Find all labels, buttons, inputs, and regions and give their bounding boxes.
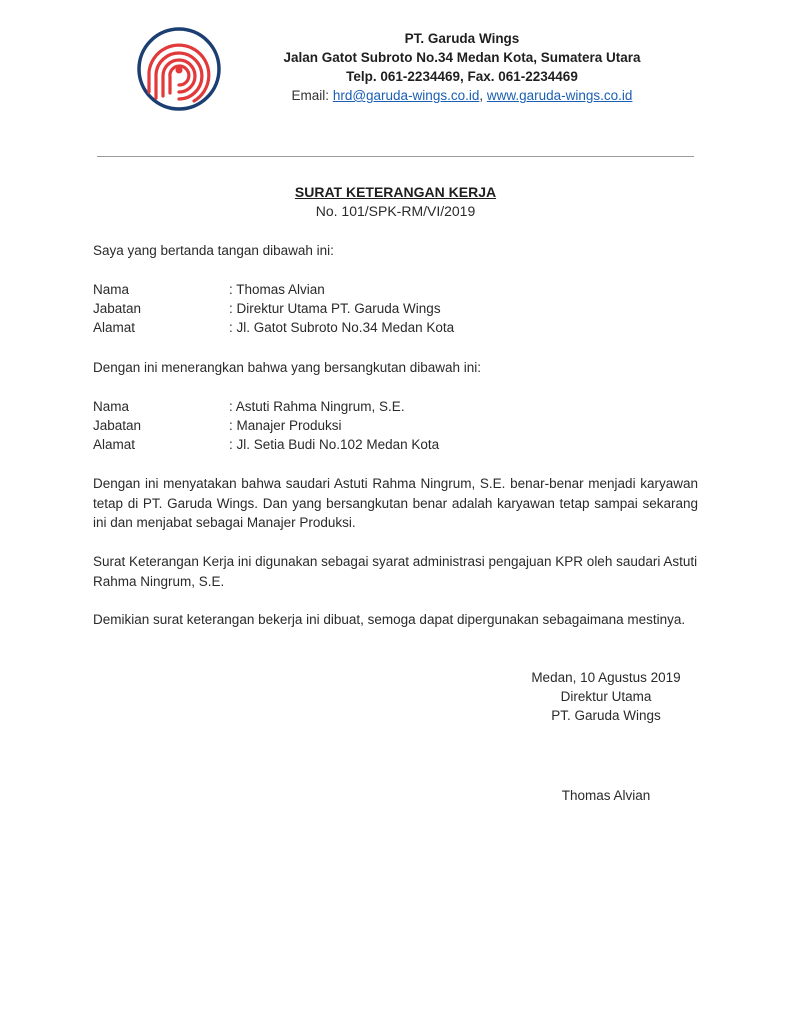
signature-position: Direktur Utama (560, 689, 652, 704)
email-label: Email: (291, 88, 333, 103)
company-contact (232, 86, 692, 105)
company-address: Jalan Gatot Subroto No.34 Medan Kota, Sumatera Utara (283, 50, 641, 65)
closing-paragraph: Demikian surat keterangan bekerja ini dibuat, semoga dapat dipergunakan sebagaimana mestinya. (93, 612, 686, 627)
contact-separator: , (479, 88, 487, 103)
company-phone-fax: Telp. 061-2234469, Fax. 061-2234469 (346, 69, 578, 84)
letterhead-divider (97, 156, 694, 157)
field-label: Alamat (93, 437, 136, 452)
field-label: Jabatan (93, 418, 142, 433)
field-label: Jabatan (93, 301, 142, 316)
field-label: Nama (93, 282, 130, 297)
letterhead (232, 29, 692, 105)
field-label: Alamat (93, 320, 136, 335)
field-value: : Astuti Rahma Ningrum, S.E. (229, 399, 405, 414)
field-value: : Jl. Setia Budi No.102 Medan Kota (229, 437, 440, 452)
statement-paragraph: Dengan ini menyatakan bahwa saudari Astuti Rahma Ningrum, S.E. benar-benar menjadi karyawan tetap di PT. Garuda Wings. Dan yang bersangkutan benar adalah karyawan tetap sampai sekarang ini dan menjabat sebagai Manajer Produksi. (93, 476, 698, 530)
purpose-paragraph: Surat Keterangan Kerja ini digunakan sebagai syarat administrasi pengajuan KPR oleh saudari Astuti Rahma Ningrum, S.E. (93, 554, 698, 589)
field-value: : Thomas Alvian (229, 282, 325, 297)
document-title: SURAT KETERANGAN KERJA (294, 184, 497, 200)
company-name: PT. Garuda Wings (404, 31, 520, 46)
company-logo-icon (136, 26, 222, 112)
email-link[interactable]: hrd@garuda-wings.co.id (332, 88, 480, 103)
signature-place-date: Medan, 10 Agustus 2019 (531, 670, 681, 685)
signature-company: PT. Garuda Wings (551, 708, 661, 723)
field-label: Nama (93, 399, 130, 414)
website-link[interactable]: www.garuda-wings.co.id (486, 88, 633, 103)
signature-name: Thomas Alvian (561, 788, 651, 803)
field-value: : Jl. Gatot Subroto No.34 Medan Kota (229, 320, 455, 335)
document-number: No. 101/SPK-RM/VI/2019 (315, 203, 476, 219)
field-value: : Manajer Produksi (229, 418, 342, 433)
intro-text: Saya yang bertanda tangan dibawah ini: (93, 243, 334, 258)
field-value: : Direktur Utama PT. Garuda Wings (229, 301, 441, 316)
middle-text: Dengan ini menerangkan bahwa yang bersangkutan dibawah ini: (93, 360, 482, 375)
